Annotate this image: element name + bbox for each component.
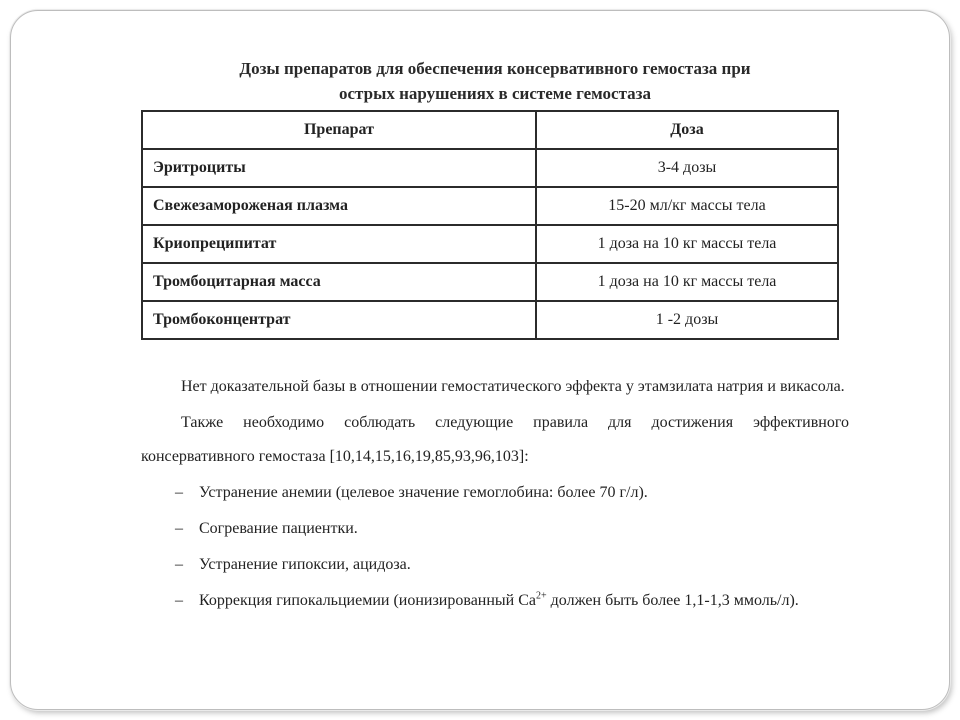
header-dose: Доза [536, 111, 838, 149]
title-line-2: острых нарушениях в системе гемостаза [339, 84, 651, 103]
dose-cell: 1 -2 дозы [536, 301, 838, 339]
list-dash: – [175, 484, 183, 501]
list-item [141, 548, 849, 582]
table-row [142, 187, 838, 225]
document-body [141, 56, 849, 618]
list-item [141, 584, 849, 618]
list-item-text-before: Коррекция гипокальциемии (ионизированный Ca [199, 592, 537, 609]
list-dash: – [175, 520, 183, 537]
paragraph-rules: Также необходимо соблюдать следующие правила для достижения эффективного консервативного гемостаза [10,14,15,16,19,85,93,96,103]: [141, 414, 849, 465]
drug-cell: Тромбоцитарная масса [142, 263, 536, 301]
table-row [142, 225, 838, 263]
drug-cell: Свежезамороженая плазма [142, 187, 536, 225]
table-row [142, 149, 838, 187]
list-item-text-after: должен быть более 1,1-1,3 ммоль/л). [546, 592, 799, 609]
list-item [141, 476, 849, 510]
paragraph-evidence: Нет доказательной базы в отношении гемостатического эффекта у этамзилата натрия и викасола. [181, 378, 845, 395]
dose-cell: 15-20 мл/кг массы тела [536, 187, 838, 225]
dose-cell: 1 доза на 10 кг массы тела [536, 225, 838, 263]
document-title [141, 56, 849, 106]
list-item-text: Устранение анемии (целевое значение гемоглобина: более 70 г/л). [199, 484, 648, 501]
list-item-text: Устранение гипоксии, ацидоза. [199, 556, 411, 573]
list-dash: – [175, 592, 183, 609]
drug-cell: Тромбоконцентрат [142, 301, 536, 339]
title-line-1: Дозы препаратов для обеспечения консервативного гемостаза при [239, 59, 751, 78]
drug-cell: Криопреципитат [142, 225, 536, 263]
drug-cell: Эритроциты [142, 149, 536, 187]
dose-cell: 1 доза на 10 кг массы тела [536, 263, 838, 301]
header-drug: Препарат [142, 111, 536, 149]
charge-superscript: 2+ [536, 590, 547, 602]
slide-frame [10, 10, 950, 710]
body-text [141, 370, 849, 618]
table-header-row [142, 111, 838, 149]
list-item [141, 512, 849, 546]
list-item-text: Согревание пациентки. [199, 520, 358, 537]
table-row [142, 263, 838, 301]
dose-cell: 3-4 дозы [536, 149, 838, 187]
dose-table [141, 110, 839, 340]
list-dash: – [175, 556, 183, 573]
rules-list [141, 476, 849, 618]
table-row [142, 301, 838, 339]
